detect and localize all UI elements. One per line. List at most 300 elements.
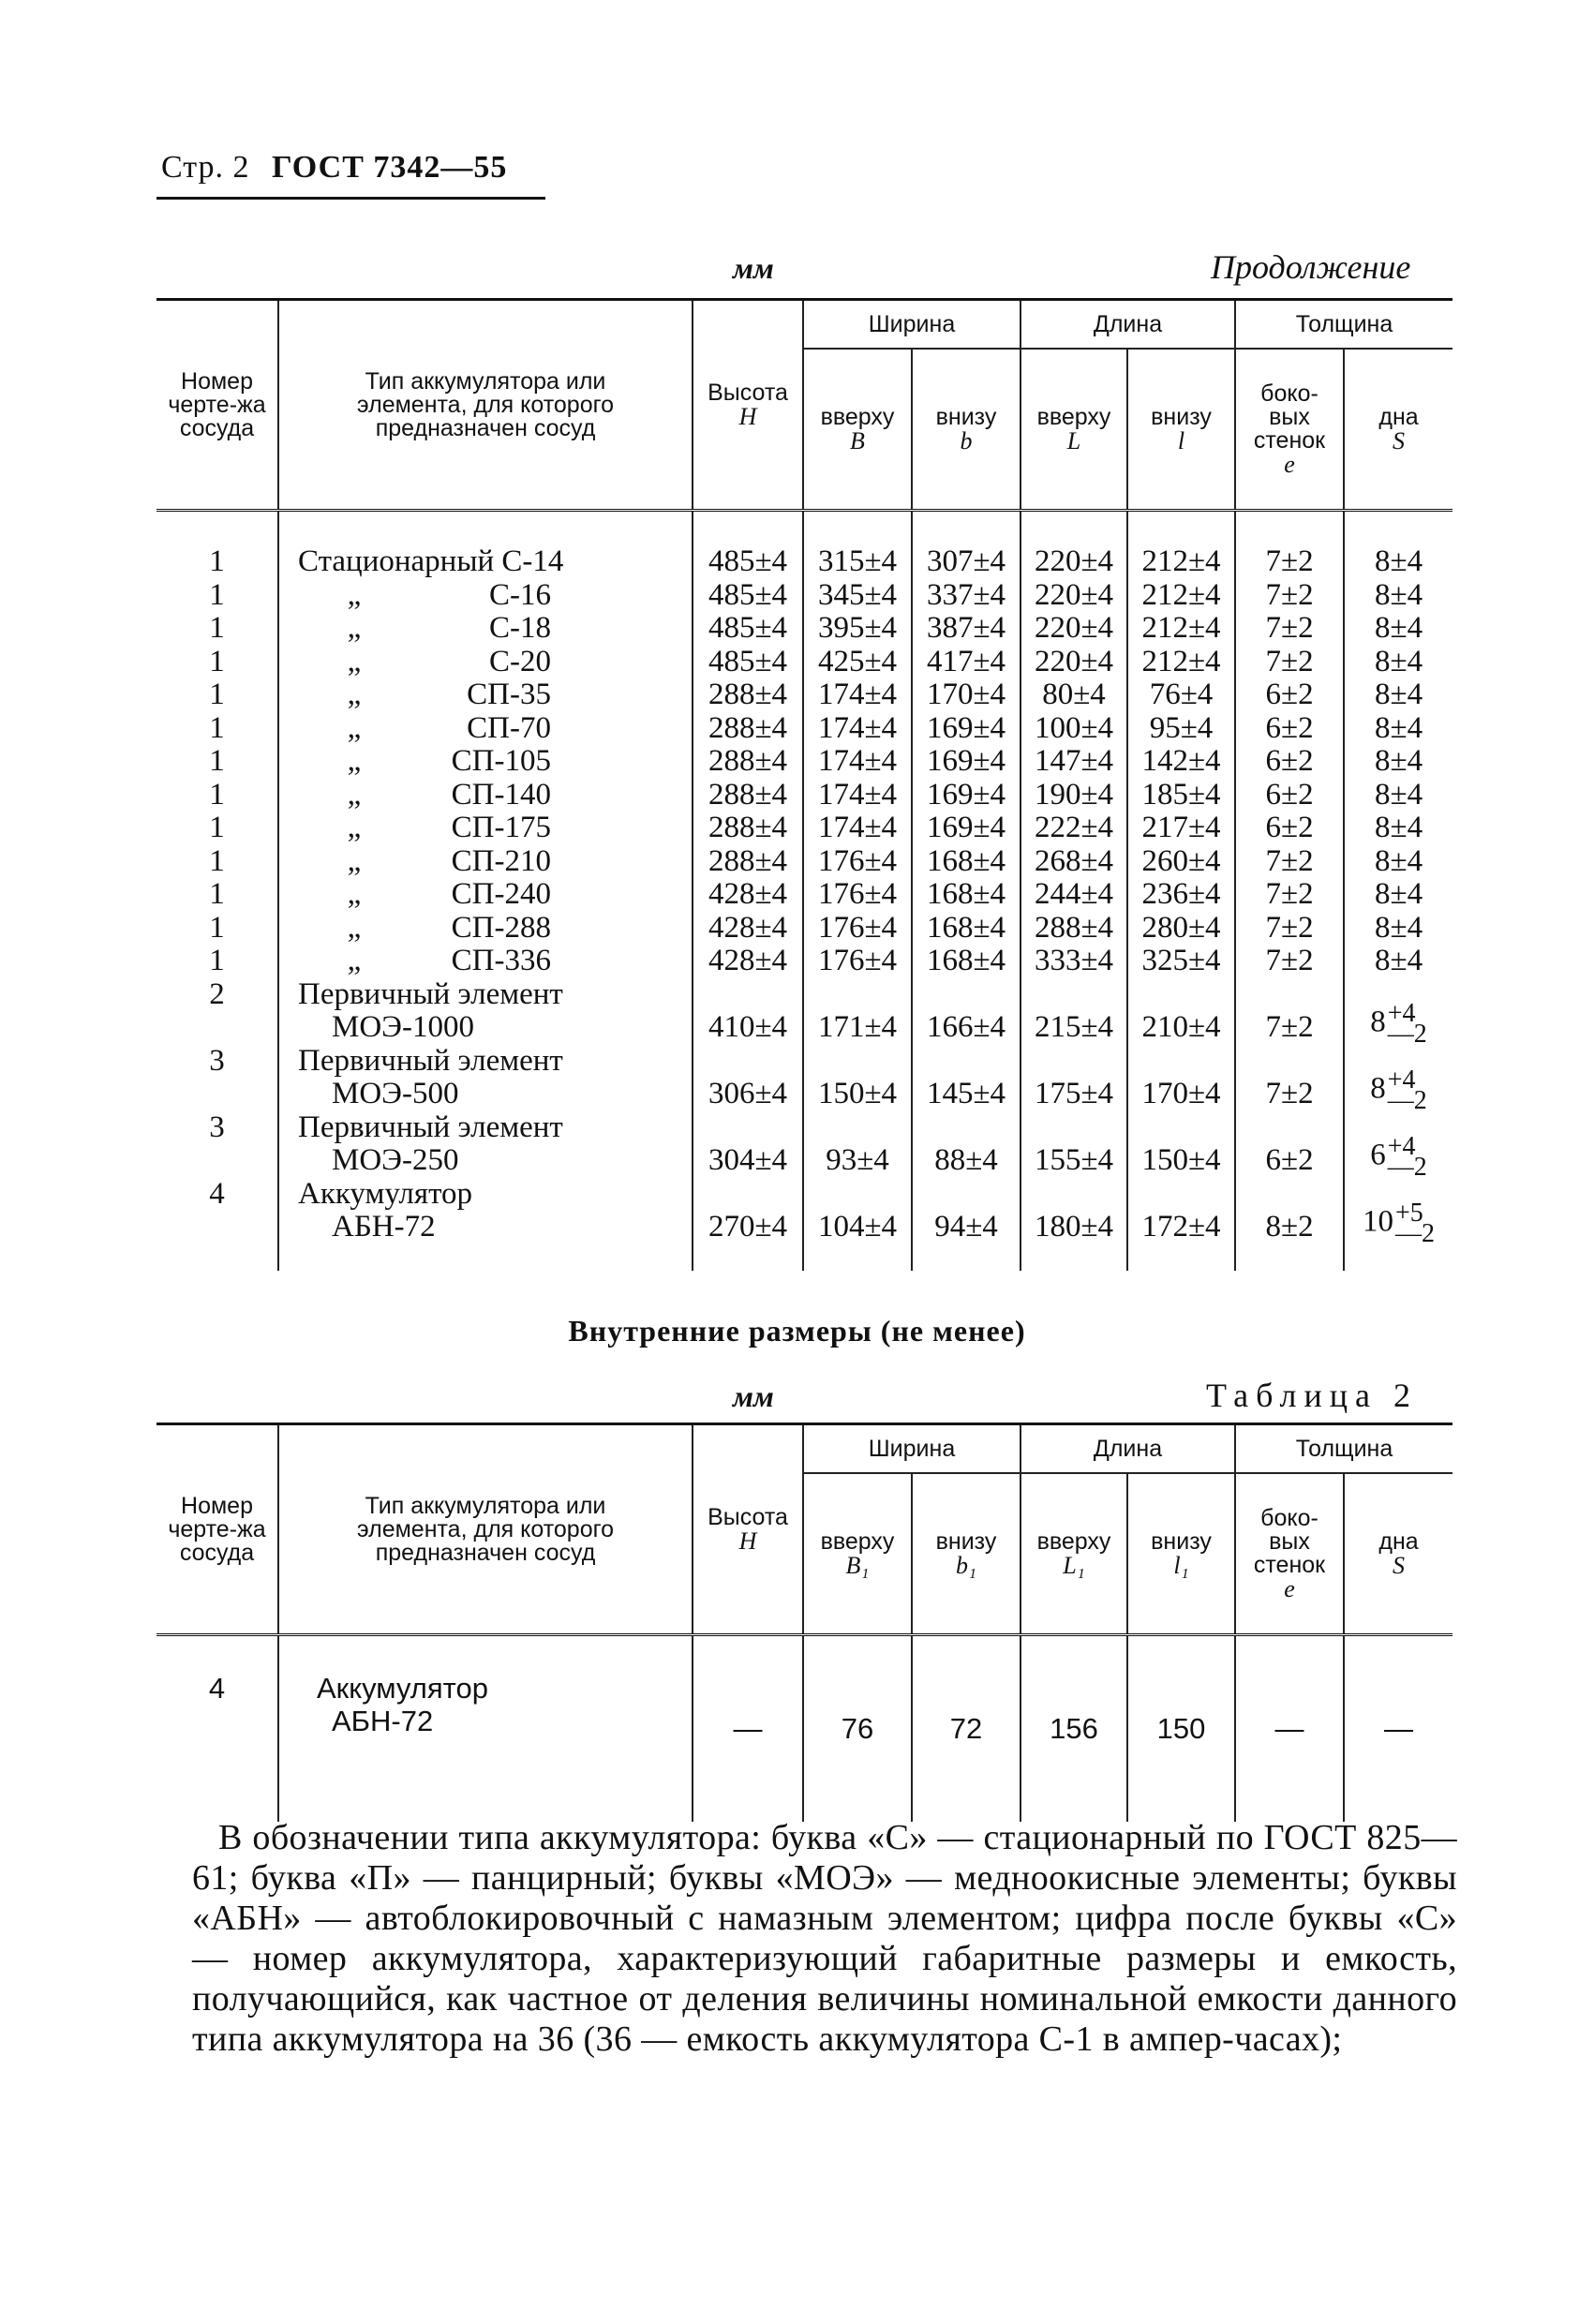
col-label: дна [1378,1527,1419,1555]
col-label: вверху [1036,403,1111,430]
col-height [693,1424,803,1635]
row-number: 3 [209,1110,225,1144]
body-paragraph: В обозначении типа аккумулятора: буква «С» — стационарный по ГОСТ 825—61; буква «П» — панцирный; буквы «МОЭ» — медноокисные элементы; буквы «АБН» — автоблокировочный с намазным элементом; цифра после буквы «С» — номер аккумулятора, характеризующий габаритные размеры и емкость, получающийся, как частное от деления величины номинальной емкости данного типа аккумулятора на 36 (36 — емкость аккумулятора С-1 в ампер-часах); [192,1818,1457,2059]
cell-width-top: 176±4 [803,945,912,978]
col-group-width: Ширина [803,1424,1020,1474]
cell-side-walls: 7±2 [1235,912,1344,946]
cell-number: 1 [156,612,278,646]
table1-continuation: Продолжение [1211,248,1411,286]
cell-length-bottom: 142±4 [1127,745,1235,779]
col-height [693,300,803,511]
model-name: СП-35 [467,678,551,711]
table-row [156,511,1452,579]
col-symbol: b [960,426,973,454]
col-symbol: L [1066,426,1081,454]
table2-title: Внутренние размеры (не менее) [568,1314,1026,1348]
cell-length-top: 215±4 [1020,978,1127,1045]
cell-width-bottom: 168±4 [912,845,1020,879]
col-group-length: Длина [1020,300,1235,350]
col-side-walls [1235,1473,1344,1635]
cell-side-walls: 6±2 [1235,678,1344,712]
model-name: СП-210 [451,843,551,878]
col-symbol: l₁ [1173,1551,1189,1579]
col-label: внизу [935,403,997,430]
type-line-2: АБН-72 [332,1705,434,1737]
table-row [156,678,1452,712]
cell-width-top: 176±4 [803,912,912,946]
cell-side-walls: — [1235,1635,1344,1823]
cell-length-top: 180±4 [1020,1178,1127,1271]
model-name: СП-175 [451,811,551,844]
table1-body [156,511,1452,1271]
standard-code: ГОСТ 7342—55 [272,150,508,185]
col-label: внизу [1151,1527,1212,1555]
cell-width-top: 93±4 [803,1111,912,1178]
col-symbol: e [1284,1574,1295,1602]
table-row [156,612,1452,646]
cell-number: 1 [156,511,278,579]
cell-length-top: 100±4 [1020,712,1127,746]
cell-floor: 8±4 [1374,877,1423,911]
tolerance-base: 6 [1370,1138,1386,1172]
cell-number: 1 [156,912,278,946]
cell-type [278,978,693,1045]
cell-length-bottom: 150 [1127,1635,1235,1823]
cell-side-walls: 7±2 [1235,646,1344,679]
cell-height: 485±4 [693,579,803,613]
ditto-mark: „ [347,910,362,945]
table-row [156,712,1452,746]
cell-height: — [693,1635,803,1823]
row-number: 4 [209,1176,225,1211]
col-type: Тип аккумулятора или элемента, для которого предназначен сосуд [278,300,693,511]
col-width-bottom [912,1473,1020,1635]
cell-number: 1 [156,745,278,779]
cell-type [278,579,693,613]
cell-length-bottom: 236±4 [1127,878,1235,912]
col-side-walls [1235,349,1344,511]
cell-width-top: 104±4 [803,1178,912,1271]
cell-height: 428±4 [693,878,803,912]
tolerance-lower: —2 [1387,1152,1427,1182]
cell-length-bottom: 212±4 [1127,612,1235,646]
cell-width-top: 150±4 [803,1045,912,1111]
type-line-2: МОЭ-1000 [332,1010,474,1044]
type-line-1: Первичный элемент [298,1110,563,1144]
col-floor [1344,1473,1452,1635]
cell-number: 1 [156,712,278,746]
tolerance-fraction [1395,1198,1436,1248]
table-row [156,745,1452,779]
cell-floor: 8±4 [1374,611,1423,645]
table2-label: Таблица 2 [1206,1377,1418,1414]
table-row [156,779,1452,812]
cell-number [156,1178,278,1271]
cell-width-top: 76 [803,1635,912,1823]
ditto-mark: „ [347,577,362,612]
table-row [156,1635,1452,1823]
ditto-mark: „ [347,710,362,745]
cell-number [156,978,278,1045]
cell-height: 428±4 [693,912,803,946]
cell-type [278,945,693,978]
cell-type [278,1178,693,1271]
cell-side-walls: 7±2 [1235,1045,1344,1111]
cell-floor: 8±4 [1374,644,1423,678]
cell-type [278,912,693,946]
cell-number: 1 [156,812,278,845]
table1 [156,298,1452,1271]
cell-length-top: 288±4 [1020,912,1127,946]
tolerance-base: 10 [1363,1204,1394,1239]
cell-width-bottom: 169±4 [912,745,1020,779]
cell-number: 1 [156,646,278,679]
col-symbol: e [1284,450,1295,478]
col-symbol: B₁ [845,1551,870,1579]
cell-width-top: 174±4 [803,678,912,712]
col-length-bottom [1127,1473,1235,1635]
cell-height: 288±4 [693,712,803,746]
cell-side-walls: 6±2 [1235,745,1344,779]
cell-length-bottom: 280±4 [1127,912,1235,946]
cell-width-top: 315±4 [803,511,912,579]
col-symbol: S [1393,426,1406,454]
ditto-mark: „ [347,944,362,977]
cell-side-walls: 7±2 [1235,612,1344,646]
table-row [156,1178,1452,1271]
cell-side-walls: 6±2 [1235,1111,1344,1178]
cell-length-top: 155±4 [1020,1111,1127,1178]
row-number: 3 [209,1043,225,1078]
cell-type [278,878,693,912]
table-row [156,579,1452,613]
model-name: СП-105 [451,744,551,778]
cell-side-walls: 6±2 [1235,712,1344,746]
cell-floor [1344,1111,1452,1182]
cell-width-bottom: 72 [912,1635,1020,1823]
cell-length-top: 220±4 [1020,511,1127,579]
cell-type [278,1111,693,1178]
tolerance-fraction [1387,1065,1427,1115]
cell-height: 270±4 [693,1178,803,1271]
table1-header [156,300,1452,511]
col-label: вверху [1036,1527,1111,1555]
header-underline [156,197,545,200]
col-label: вверху [820,1527,895,1555]
cell-length-top: 220±4 [1020,646,1127,679]
cell-type [278,812,693,845]
cell-height: 410±4 [693,978,803,1045]
type-line-1: Аккумулятор [317,1672,488,1705]
cell-number: 1 [156,579,278,613]
ditto-mark: „ [347,877,362,911]
page-header [161,150,507,186]
cell-floor: 8±4 [1374,678,1423,711]
cell-floor: 8±4 [1374,811,1423,844]
col-width-top [803,349,912,511]
cell-length-top: 80±4 [1020,678,1127,712]
col-type: Тип аккумулятора или элемента, для которого предназначен сосуд [278,1424,693,1635]
cell-floor: 8±4 [1374,777,1423,812]
col-symbol: B [850,426,865,454]
cell-floor: 8±4 [1374,710,1423,745]
cell-length-top: 175±4 [1020,1045,1127,1111]
cell-number: 4 [156,1635,278,1823]
cell-width-bottom: 169±4 [912,779,1020,812]
cell-length-bottom: 150±4 [1127,1111,1235,1178]
col-label: боко-вых стенок [1253,1504,1326,1578]
tolerance-upper: +4 [1387,1131,1416,1161]
cell-number [156,1111,278,1178]
col-length-top [1020,349,1127,511]
cell-height: 288±4 [693,845,803,879]
tolerance-lower: —2 [1387,1019,1427,1049]
model-name: СП-288 [451,910,551,945]
cell-height: 304±4 [693,1111,803,1178]
cell-type [278,1635,693,1823]
ditto-mark: „ [347,611,362,645]
col-floor [1344,349,1452,511]
cell-length-bottom: 95±4 [1127,712,1235,746]
ditto-mark: „ [347,811,362,844]
cell-length-bottom: 212±4 [1127,646,1235,679]
cell-type [278,1045,693,1111]
cell-length-top: 222±4 [1020,812,1127,845]
cell-width-top: 345±4 [803,579,912,613]
cell-floor: 8±4 [1374,577,1423,612]
cell-length-bottom: 260±4 [1127,845,1235,879]
cell-width-bottom: 170±4 [912,678,1020,712]
cell-number: 1 [156,878,278,912]
cell-width-top: 174±4 [803,812,912,845]
cell-type [278,678,693,712]
ditto-mark: „ [347,843,362,878]
cell-floor: 8±4 [1374,843,1423,878]
type-line-2: МОЭ-500 [332,1077,459,1110]
ditto-mark: „ [347,744,362,778]
table-row [156,646,1452,679]
cell-width-top: 171±4 [803,978,912,1045]
cell-width-bottom: 168±4 [912,878,1020,912]
cell-type [278,712,693,746]
cell-width-bottom: 94±4 [912,1178,1020,1271]
col-label: внизу [935,1527,997,1555]
col-label: внизу [1151,403,1212,430]
cell-type [278,612,693,646]
table-row [156,1111,1452,1178]
col-label: вверху [820,403,895,430]
table-row [156,845,1452,879]
table1-unit: мм [733,251,774,285]
type-line-1: Первичный элемент [298,1043,563,1078]
table-row [156,945,1452,978]
row-number: 2 [209,976,225,1011]
cell-length-bottom: 170±4 [1127,1045,1235,1111]
type-line-2: МОЭ-250 [332,1143,459,1177]
cell-type [278,779,693,812]
cell-length-top: 244±4 [1020,878,1127,912]
cell-side-walls: 8±2 [1235,1178,1344,1271]
cell-width-bottom: 145±4 [912,1045,1020,1111]
cell-type [278,845,693,879]
cell-floor: 8±4 [1374,910,1423,945]
cell-width-bottom: 417±4 [912,646,1020,679]
tolerance-base: 8 [1370,1071,1386,1106]
table2-body [156,1635,1452,1823]
cell-floor [1344,1178,1452,1271]
cell-height: 288±4 [693,779,803,812]
cell-length-bottom: 185±4 [1127,779,1235,812]
cell-floor [1344,1045,1452,1115]
cell-side-walls: 7±2 [1235,978,1344,1045]
cell-width-top: 425±4 [803,646,912,679]
cell-type [278,745,693,779]
model-name: СП-240 [451,877,551,911]
cell-side-walls: 7±2 [1235,511,1344,579]
col-number: Номер черте-жа сосуда [156,1424,278,1635]
cell-width-bottom: 169±4 [912,812,1020,845]
cell-length-top: 333±4 [1020,945,1127,978]
type-line-1: Первичный элемент [298,976,563,1011]
cell-width-bottom: 88±4 [912,1111,1020,1178]
cell-height: 288±4 [693,812,803,845]
cell-length-top: 147±4 [1020,745,1127,779]
model-name: С-16 [489,577,551,612]
tolerance-fraction [1387,998,1427,1049]
table2-header [156,1424,1452,1635]
page-number: Стр. 2 [161,150,250,185]
col-width-bottom [912,349,1020,511]
table-row [156,978,1452,1045]
cell-type: Стационарный С-14 [278,511,693,579]
cell-number: 1 [156,945,278,978]
cell-width-bottom: 168±4 [912,912,1020,946]
cell-number: 1 [156,779,278,812]
cell-width-top: 176±4 [803,845,912,879]
table-row [156,878,1452,912]
col-group-width: Ширина [803,300,1020,350]
tolerance-upper: +5 [1395,1198,1423,1228]
cell-length-bottom: 212±4 [1127,579,1235,613]
table-row [156,1045,1452,1111]
ditto-mark: „ [347,678,362,711]
col-width-top [803,1473,912,1635]
cell-width-top: 176±4 [803,878,912,912]
model-name: СП-70 [467,710,551,745]
cell-floor: 8±4 [1374,944,1423,977]
col-group-length: Длина [1020,1424,1235,1474]
model-name: СП-336 [451,944,551,977]
cell-width-top: 174±4 [803,745,912,779]
cell-type [278,646,693,679]
cell-floor: 8±4 [1374,544,1423,578]
model-name: С-18 [489,611,551,645]
cell-length-bottom: 212±4 [1127,511,1235,579]
cell-side-walls: 6±2 [1235,812,1344,845]
cell-floor: — [1384,1712,1414,1745]
cell-height: 428±4 [693,945,803,978]
cell-side-walls: 7±2 [1235,579,1344,613]
tolerance-fraction [1387,1131,1427,1182]
col-label: дна [1378,403,1419,430]
cell-height: 288±4 [693,678,803,712]
tolerance-upper: +4 [1387,1065,1416,1095]
col-height-symbol: H [738,402,757,430]
cell-width-bottom: 168±4 [912,945,1020,978]
cell-number [156,1045,278,1111]
col-length-top [1020,1473,1127,1635]
cell-width-top: 174±4 [803,712,912,746]
col-group-thickness: Толщина [1235,1424,1452,1474]
cell-length-top: 190±4 [1020,779,1127,812]
cell-length-top: 220±4 [1020,579,1127,613]
cell-width-top: 395±4 [803,612,912,646]
col-symbol: b₁ [955,1551,977,1579]
cell-height: 288±4 [693,745,803,779]
cell-width-bottom: 169±4 [912,712,1020,746]
model-name: СП-140 [451,777,551,812]
cell-height: 306±4 [693,1045,803,1111]
col-number: Номер черте-жа сосуда [156,300,278,511]
cell-height: 485±4 [693,511,803,579]
cell-floor [1344,978,1452,1049]
cell-side-walls: 6±2 [1235,779,1344,812]
cell-length-top: 268±4 [1020,845,1127,879]
col-length-bottom [1127,349,1235,511]
tolerance-upper: +4 [1387,998,1416,1028]
cell-length-top: 220±4 [1020,612,1127,646]
table-row [156,912,1452,946]
cell-number: 1 [156,678,278,712]
table2-unit: мм [733,1379,774,1413]
cell-side-walls: 7±2 [1235,945,1344,978]
col-symbol: l [1177,426,1185,454]
cell-height: 485±4 [693,612,803,646]
col-height-label: Высота [708,1503,788,1530]
col-symbol: S [1393,1551,1406,1579]
model-name: С-20 [489,644,551,678]
cell-width-top: 174±4 [803,779,912,812]
ditto-mark: „ [347,644,362,678]
cell-length-bottom: 172±4 [1127,1178,1235,1271]
cell-floor: 8±4 [1374,744,1423,778]
tolerance-lower: —2 [1387,1085,1427,1115]
col-group-thickness: Толщина [1235,300,1452,350]
cell-number: 1 [156,845,278,879]
col-label: боко-вых стенок [1253,380,1326,454]
cell-length-bottom: 217±4 [1127,812,1235,845]
cell-width-bottom: 337±4 [912,579,1020,613]
cell-width-bottom: 387±4 [912,612,1020,646]
table-row [156,812,1452,845]
cell-height: 485±4 [693,646,803,679]
col-symbol: L₁ [1063,1551,1085,1579]
cell-side-walls: 7±2 [1235,878,1344,912]
tolerance-base: 8 [1370,1005,1386,1039]
cell-length-top: 156 [1020,1635,1127,1823]
cell-length-bottom: 210±4 [1127,978,1235,1045]
col-height-symbol: H [738,1527,757,1555]
table2 [156,1423,1452,1822]
type-line-1: Аккумулятор [298,1176,473,1211]
cell-length-bottom: 325±4 [1127,945,1235,978]
tolerance-lower: —2 [1395,1218,1436,1248]
cell-width-bottom: 166±4 [912,978,1020,1045]
col-height-label: Высота [708,379,788,406]
ditto-mark: „ [347,777,362,812]
cell-width-bottom: 307±4 [912,511,1020,579]
cell-length-bottom: 76±4 [1127,678,1235,712]
